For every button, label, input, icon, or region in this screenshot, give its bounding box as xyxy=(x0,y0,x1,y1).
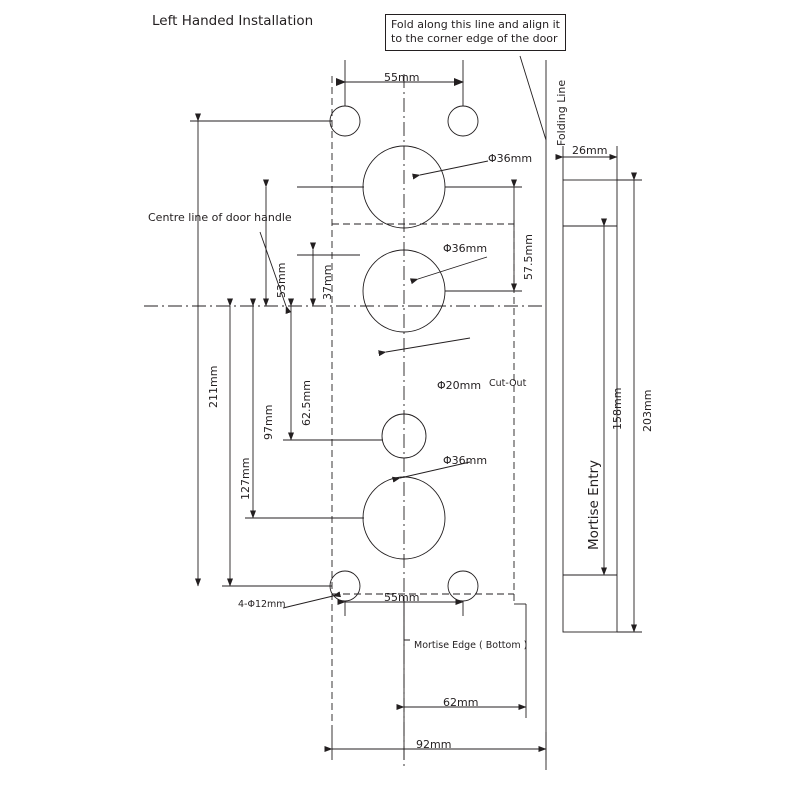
dim-203: 203mm xyxy=(641,389,654,432)
mortise-entry-label: Mortise Entry xyxy=(586,459,602,550)
dim-37: 37mm xyxy=(321,264,334,300)
dim-diameter-36-middle: Φ36mm xyxy=(443,242,488,255)
dim-53: 53mm xyxy=(275,262,288,298)
fold-note-box xyxy=(385,14,566,51)
dim-bottom-55: 55mm xyxy=(384,591,420,604)
dim-92: 92mm xyxy=(416,738,452,751)
fold-note-line1: Fold along this line and align it xyxy=(391,18,560,31)
cut-out-label: Cut-Out xyxy=(489,378,527,389)
dim-26: 26mm xyxy=(572,144,608,157)
dim-62-5: 62.5mm xyxy=(300,380,313,426)
dim-97: 97mm xyxy=(262,404,275,440)
dim-diameter-20: Φ20mm xyxy=(437,379,482,392)
page-title: Left Handed Installation xyxy=(152,13,314,29)
centre-line-label: Centre line of door handle xyxy=(148,211,292,224)
dim-158: 158mm xyxy=(611,387,624,430)
dim-diameter-36-lower: Φ36mm xyxy=(443,454,488,467)
dim-top-55: 55mm xyxy=(384,71,420,84)
dim-diameter-36-top: Φ36mm xyxy=(488,152,533,165)
folding-line-label: Folding Line xyxy=(555,79,568,146)
dim-57-5: 57.5mm xyxy=(522,234,535,280)
dim-62: 62mm xyxy=(443,696,479,709)
four-holes-label: 4-Φ12mm xyxy=(238,599,286,610)
fold-note-line2: to the corner edge of the door xyxy=(391,31,558,45)
dim-127: 127mm xyxy=(239,457,252,500)
mortise-edge-bottom-label: Mortise Edge ( Bottom ) xyxy=(414,640,528,651)
dim-211: 211mm xyxy=(207,365,220,408)
